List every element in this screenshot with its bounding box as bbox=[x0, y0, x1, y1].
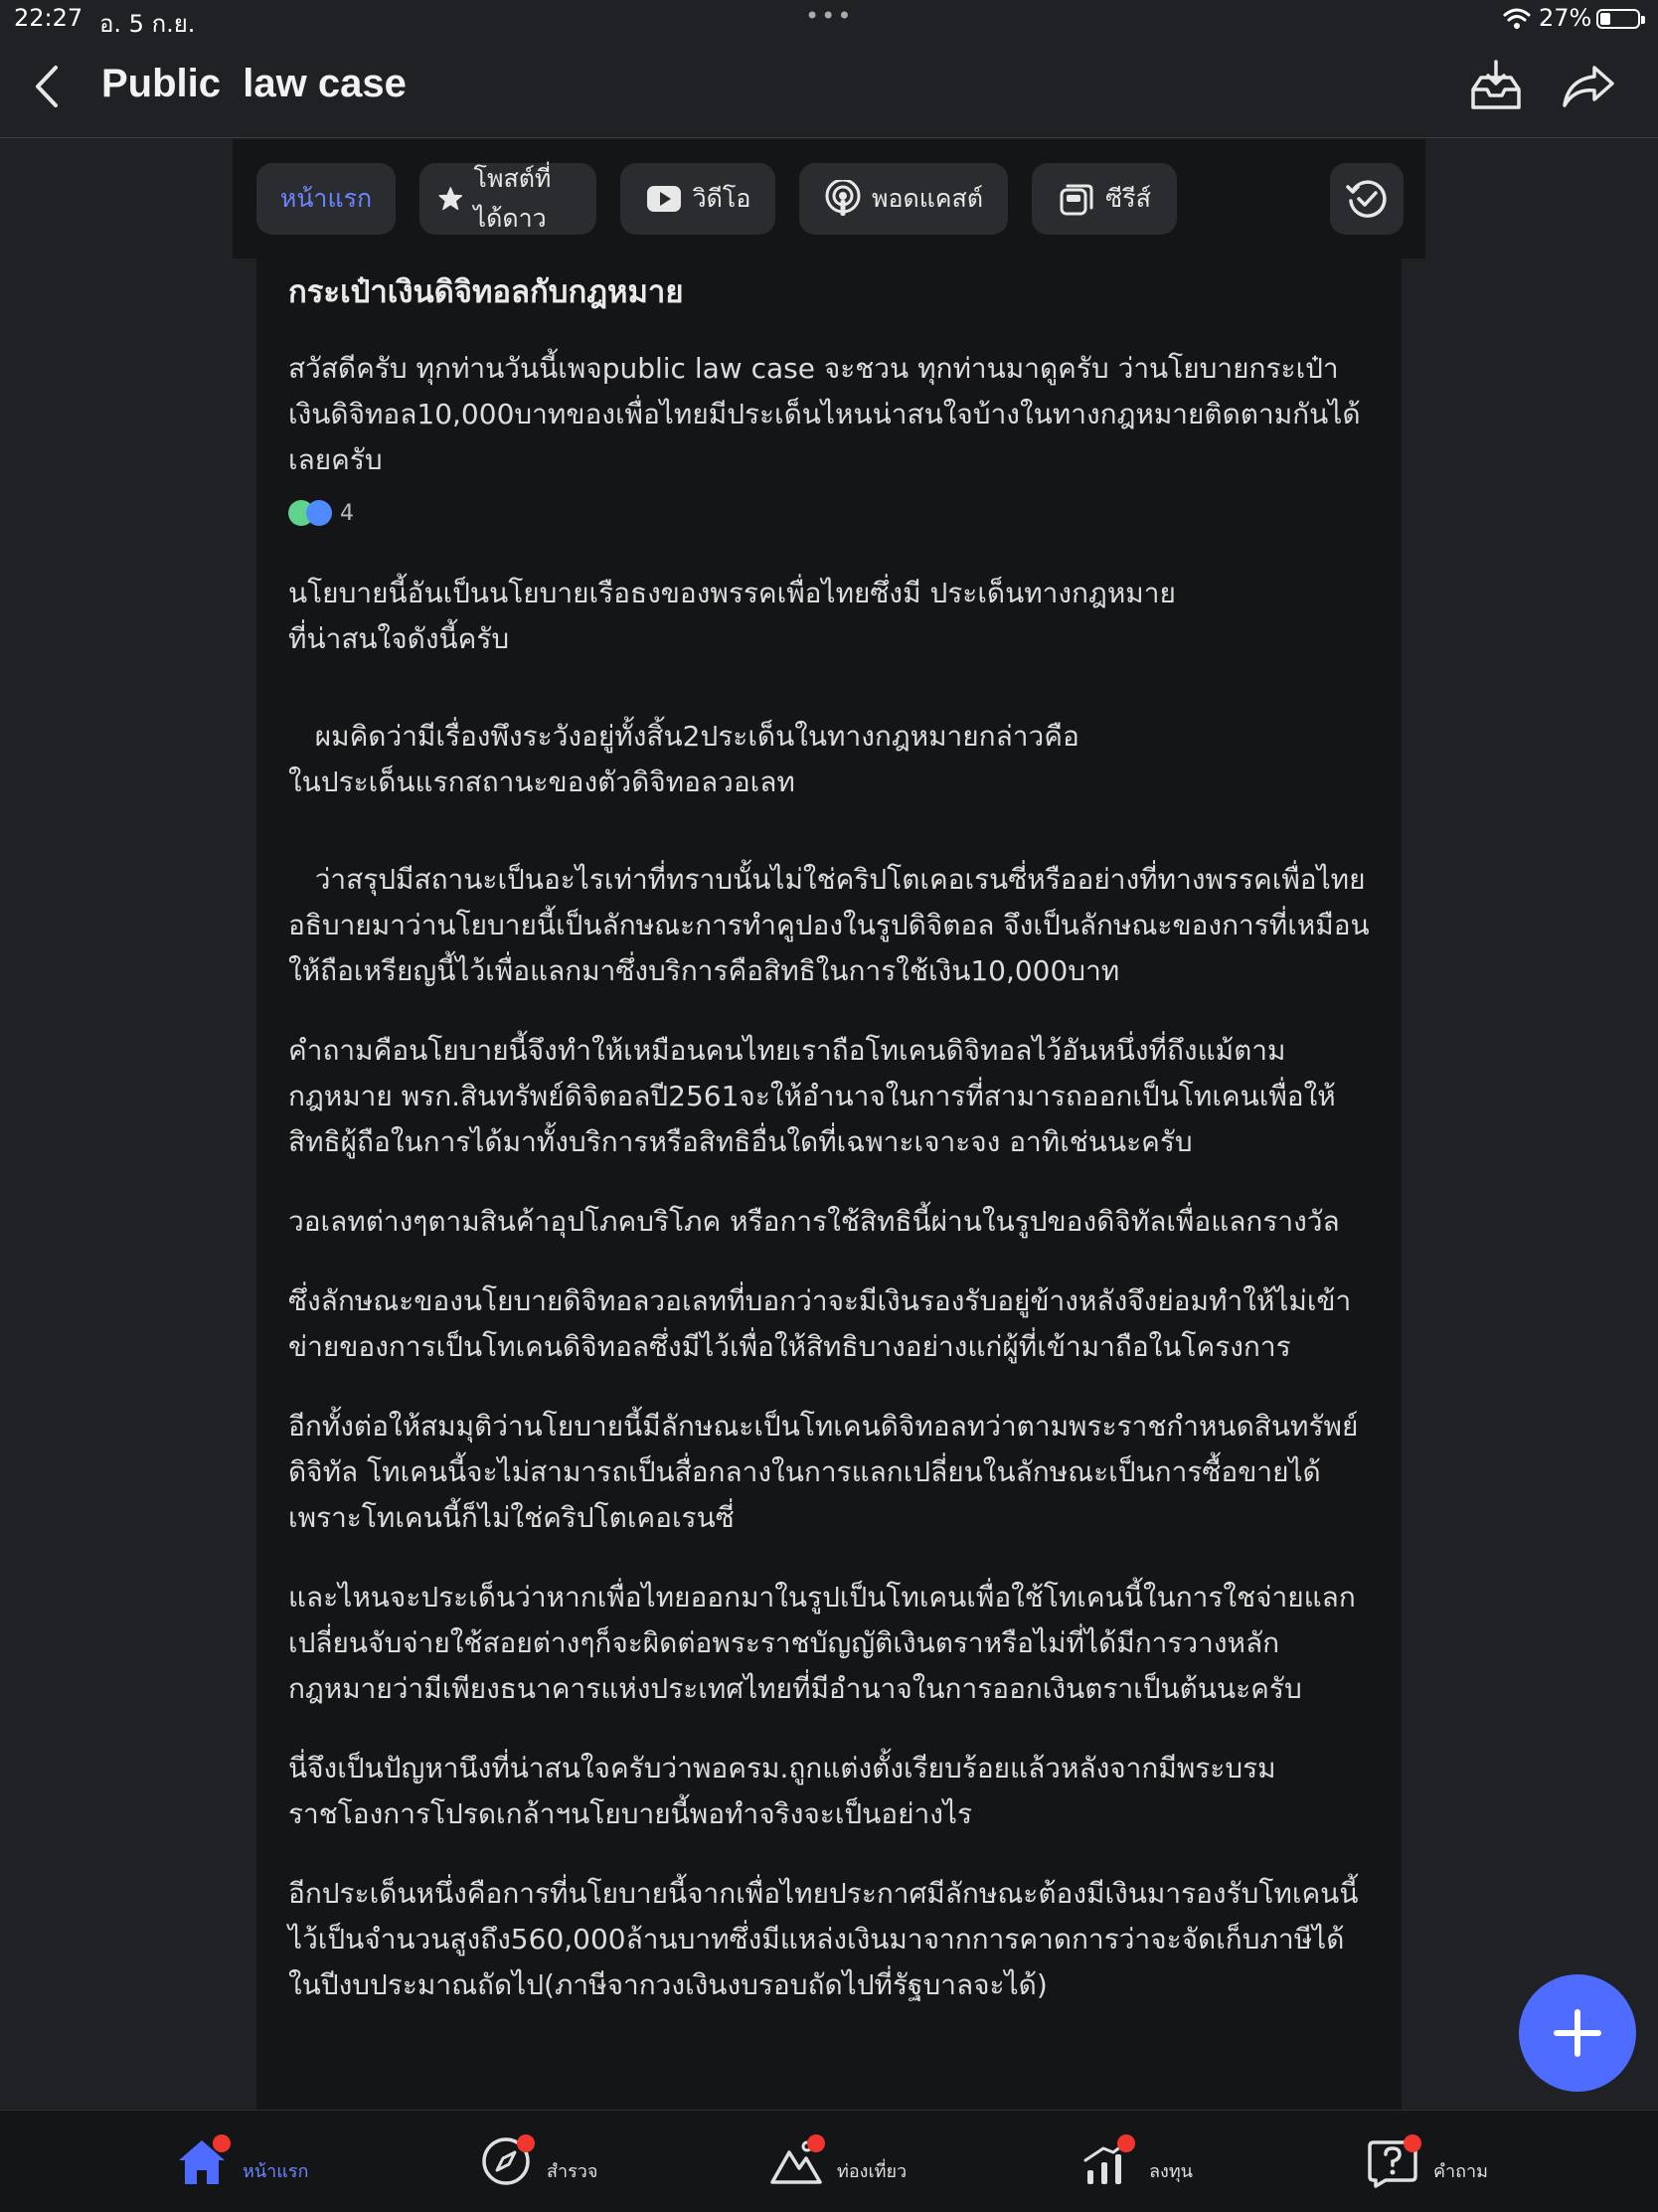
history-button[interactable] bbox=[1330, 163, 1404, 235]
tab-videos[interactable] bbox=[620, 163, 775, 235]
nav-questions-label: คำถาม bbox=[1433, 2161, 1489, 2182]
status-bar bbox=[0, 0, 1658, 40]
notification-dot bbox=[807, 2134, 825, 2152]
wifi-icon bbox=[1503, 8, 1531, 30]
article-title: กระเป๋าเงินดิจิทอลกับกฎหมาย bbox=[288, 274, 684, 310]
battery-percent: 27% bbox=[1539, 4, 1592, 32]
status-date: อ. 5 ก.ย. bbox=[99, 10, 196, 38]
tab-starred-label: โพสต์ที่ได้ดาว bbox=[473, 164, 552, 233]
article-paragraph: นโยบายนี้อันเป็นนโยบายเรือธงของพรรคเพื่อไทยซึ่งมี ประเด็นทางกฎหมาย ที่น่าสนใจดังนี้ครับ bbox=[288, 577, 1176, 655]
history-clock-icon bbox=[1345, 177, 1389, 221]
nav-invest[interactable] bbox=[1081, 2111, 1221, 2212]
article-paragraph: อีกทั้งต่อให้สมมุติว่านโยบายนี้มีลักษณะเป็นโทเคนดิจิทอลทว่าตามพระราชกำหนดสินทรัพย์ดิจิทัล โทเคนนี้จะไม่สามารถเป็นสื่อกลางในการแลกเปลี่ยนในลักษณะเป็นการซื้อขายได้เพราะโทเคนนี้ก็ไม่ใช่คริปโตเคอเรนซี่ bbox=[288, 1410, 1359, 1534]
star-icon bbox=[437, 180, 464, 218]
nav-travel-label: ท่องเที่ยว bbox=[837, 2161, 908, 2182]
tab-podcasts-label: พอดแคสต์ bbox=[871, 184, 984, 213]
nav-explore-label: สำรวจ bbox=[547, 2161, 598, 2182]
tab-podcasts[interactable] bbox=[799, 163, 1008, 235]
bottom-navigation bbox=[0, 2110, 1658, 2212]
nav-explore[interactable] bbox=[479, 2111, 618, 2212]
article-paragraph: นี่จึงเป็นปัญหานึงที่น่าสนใจครับว่าพอครม.ถูกแต่งตั้งเรียบร้อยแล้วหลังจากมีพระบรมราชโองการโปรดเกล้าฯนโยบายนี้พอทำจริงจะเป็นอย่างไร bbox=[288, 1752, 1276, 1830]
tab-home[interactable] bbox=[256, 163, 396, 235]
article-intro: สวัสดีครับ ทุกท่านวันนี้เพจpublic law case จะชวน ทุกท่านมาดูครับ ว่านโยบายกระเป๋าเงินดิจิทอล10,000บาทของเพื่อไทยมีประเด็นไหนน่าสนใจบ้างในทางกฎหมายติดตามกันได้เลยครับ bbox=[288, 352, 1361, 476]
notification-dot bbox=[517, 2134, 535, 2152]
category-tab-bar bbox=[233, 139, 1425, 258]
series-icon bbox=[1058, 180, 1095, 218]
notification-dot bbox=[1404, 2134, 1421, 2152]
article-paragraph: คำถามคือนโยบายนี้จึงทำให้เหมือนคนไทยเราถือโทเคนดิจิทอลไว้อันหนึ่งที่ถึงแม้ตามกฎหมาย พรก.สินทรัพย์ดิจิตอลปี2561จะให้อำนาจในการที่สามารถออกเป็นโทเคนเพื่อให้สิทธิผู้ถือในการได้มาทั้งบริการหรือสิทธิอื่นใดที่เฉพาะเจาะจง อาทิเช่นนะครับ bbox=[288, 1034, 1336, 1158]
article-paragraph: วอเลทต่างๆตามสินค้าอุปโภคบริโภค หรือการใช้สิทธินี้ผ่านในรูปของดิจิทัลเพื่อแลกรางวัล bbox=[288, 1205, 1340, 1238]
page-title: Public law case bbox=[101, 62, 407, 105]
nav-home[interactable] bbox=[175, 2111, 334, 2212]
podcast-icon bbox=[824, 180, 862, 218]
tab-series-label: ซีรีส์ bbox=[1105, 184, 1151, 213]
nav-travel[interactable] bbox=[769, 2111, 928, 2212]
notification-dot bbox=[1117, 2134, 1135, 2152]
back-arrow-icon[interactable] bbox=[28, 62, 68, 111]
tab-series[interactable] bbox=[1032, 163, 1177, 235]
tab-videos-label: วิดีโอ bbox=[692, 184, 751, 213]
notification-dot bbox=[213, 2134, 231, 2152]
article-paragraph: ว่าสรุปมีสถานะเป็นอะไรเท่าที่ทราบนั้นไม่ใช่คริปโตเคอเรนซี่หรืออย่างที่ทางพรรคเพื่อไทยอธิบายมาว่านโยบายนี้เป็นลักษณะการทำคูปองในรูปดิจิตอล จึงเป็นลักษณะของการที่เหมือนให้ถือเหรียญนี้ไว้เพื่อแลกมาซึ่งบริการคือสิทธิในการใช้เงิน10,000บาท bbox=[288, 863, 1370, 987]
reaction-summary[interactable] bbox=[288, 495, 1370, 531]
tab-home-label: หน้าแรก bbox=[279, 184, 373, 213]
plus-icon bbox=[1553, 2008, 1602, 2058]
tab-starred-posts[interactable] bbox=[419, 163, 596, 235]
reaction-count: 4 bbox=[340, 500, 354, 526]
battery-icon bbox=[1596, 9, 1640, 29]
article-panel bbox=[256, 258, 1402, 2110]
article-paragraph: และไหนจะประเด็นว่าหากเพื่อไทยออกมาในรูปเป็นโทเคนเพื่อใช้โทเคนนี้ในการใชจ่ายแลกเปลี่ยนจับจ่ายใช้สอยต่างๆก็จะผิดต่อพระราชบัญญัติเงินตราหรือไม่ที่ได้มีการวางหลักกฎหมายว่ามีเพียงธนาคารแห่งประเทศไทยที่มีอำนาจในการออกเงินตราเป็นต้นนะครับ bbox=[288, 1581, 1356, 1705]
share-icon[interactable] bbox=[1561, 60, 1616, 113]
save-inbox-icon[interactable] bbox=[1469, 60, 1523, 113]
article-paragraph: อีกประเด็นหนึ่งคือการที่นโยบายนี้จากเพื่อไทยประกาศมีลักษณะต้องมีเงินมารองรับโทเคนนี้ไว้เป็นจำนวนสูงถึง560,000ล้านบาทซึ่งมีแหล่งเงินมาจากการคาดการว่าจะจัดเก็บภาษีได้ในปีงบประมาณถัดไป(ภาษีจากวงเงินงบรอบถัดไปที่รัฐบาลจะได้) bbox=[288, 1877, 1359, 2001]
nav-home-label: หน้าแรก bbox=[243, 2161, 309, 2182]
article-paragraph: ผมคิดว่ามีเรื่องพึงระวังอยู่ทั้งสิ้น2ประเด็นในทางกฎหมายกล่าวคือ ในประเด็นแรกสถานะของตัวดิจิทอลวอเลท bbox=[288, 720, 1079, 798]
top-header bbox=[0, 40, 1658, 138]
play-icon bbox=[645, 180, 683, 218]
nav-questions[interactable] bbox=[1366, 2111, 1505, 2212]
multitask-dots-icon[interactable]: ••• bbox=[805, 2, 854, 30]
status-time: 22:27 bbox=[14, 4, 83, 32]
cry-emoji-icon bbox=[306, 500, 332, 526]
article-paragraph: ซึ่งลักษณะของนโยบายดิจิทอลวอเลทที่บอกว่าจะมีเงินรองรับอยู่ข้างหลังจึงย่อมทำให้ไม่เข้าข่ายของการเป็นโทเคนดิจิทอลซึ่งมีไว้เพื่อให้สิทธิบางอย่างแก่ผู้ที่เข้ามาถือในโครงการ bbox=[288, 1284, 1352, 1363]
nav-invest-label: ลงทุน bbox=[1149, 2161, 1193, 2182]
compose-fab-button[interactable] bbox=[1519, 1974, 1636, 2092]
